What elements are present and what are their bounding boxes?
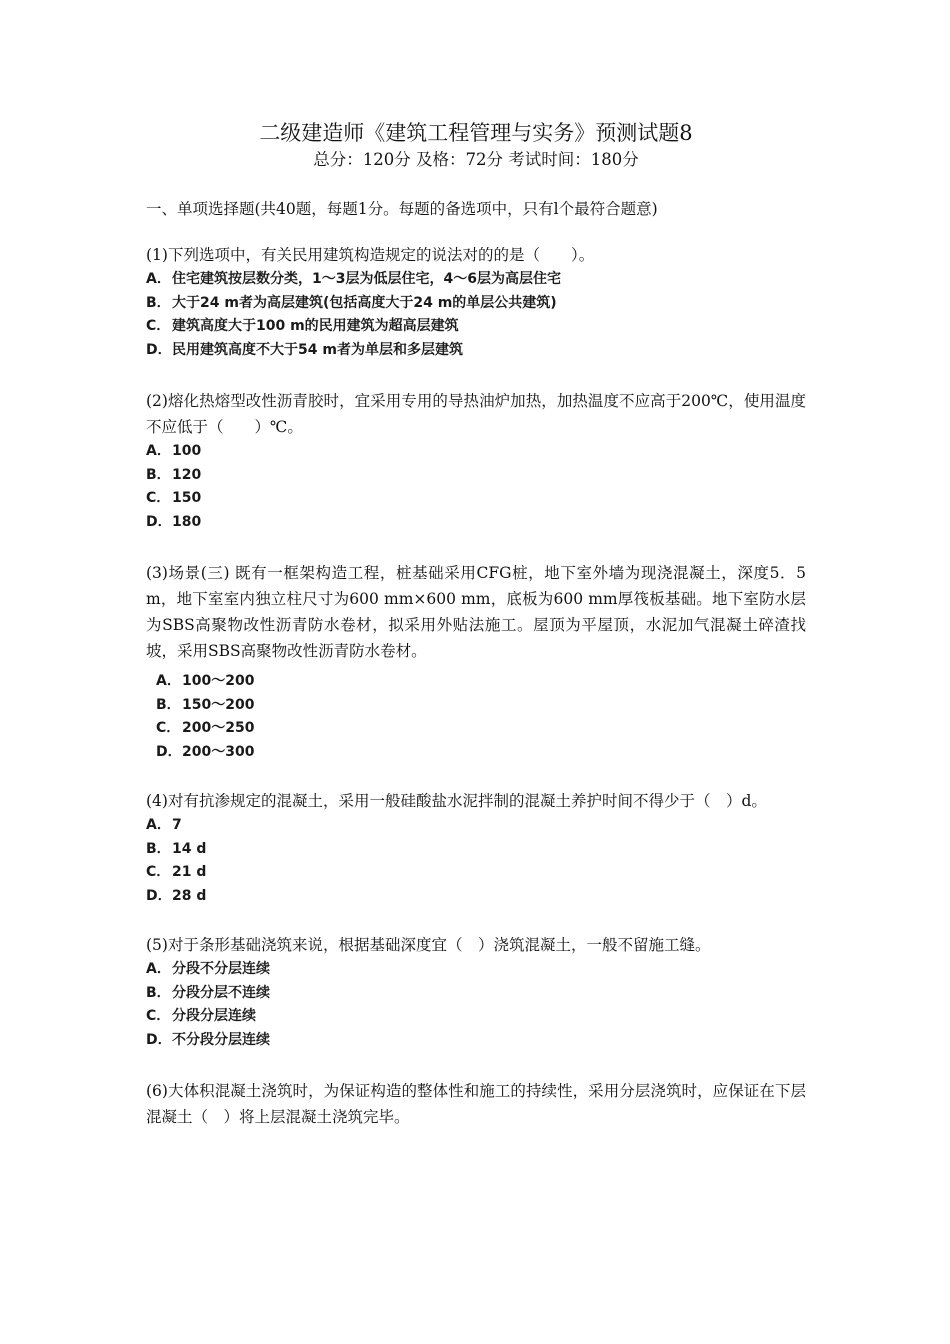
option-a[interactable]: A．住宅建筑按层数分类，1～3层为低层住宅，4～6层为高层住宅 — [146, 271, 561, 287]
option-list — [146, 440, 806, 534]
question-stem: (4)对有抗渗规定的混凝土，采用一般硅酸盐水泥拌制的混凝土养护时间不得少于（ ）d。 — [146, 792, 767, 810]
option-list — [146, 670, 806, 764]
question-6 — [146, 1078, 806, 1130]
option-d[interactable]: D．不分段分层连续 — [146, 1031, 270, 1048]
option-d[interactable]: D．28 d — [146, 887, 207, 904]
exam-info: 总分：120分 及格：72分 考试时间：180分 — [313, 150, 639, 169]
question-2 — [146, 388, 806, 534]
question-5 — [146, 932, 806, 1052]
option-b[interactable]: B．14 d — [146, 840, 207, 857]
page-title: 二级建造师《建筑工程管理与实务》预测试题8 — [259, 121, 693, 145]
option-d[interactable]: D．民用建筑高度不大于54 m者为单层和多层建筑 — [146, 341, 463, 358]
document-page — [146, 118, 806, 1130]
question-stem: (5)对于条形基础浇筑来说，根据基础深度宜（ ）浇筑混凝土，一般不留施工缝。 — [146, 936, 711, 954]
question-1 — [146, 242, 806, 362]
option-b[interactable]: B．分段分层不连续 — [146, 984, 270, 1001]
option-list — [146, 814, 806, 908]
question-stem: (6)大体积混凝土浇筑时，为保证构造的整体性和施工的持续性，采用分层浇筑时，应保证在下层混凝土（ ）将上层混凝土浇筑完毕。 — [146, 1082, 806, 1126]
question-stem: (3)场景(三) 既有一框架构造工程，桩基础采用CFG桩，地下室外墙为现浇混凝土，深度5．5 m，地下室室内独立柱尺寸为600 mm×600 mm，底板为600 mm厚筏板基础。地下室防水层为SBS高聚物改性沥青防水卷材，拟采用外贴法施工。屋顶为平屋顶，水泥加气混凝土碎渣找坡，采用SBS高聚物改性沥青防水卷材。 — [146, 564, 806, 660]
option-a[interactable]: A．7 — [146, 817, 182, 833]
option-c[interactable]: C． 200～250 — [156, 720, 255, 736]
option-a[interactable]: A．分段不分层连续 — [146, 961, 270, 977]
question-4 — [146, 788, 806, 908]
option-c[interactable]: C． 分段分层连续 — [146, 1008, 256, 1024]
option-b[interactable]: B．大于24 m者为高层建筑(包括高度大于24 m的单层公共建筑) — [146, 294, 557, 311]
section-heading: 一、单项选择题(共40题，每题1分。每题的备选项中，只有l个最符合题意) — [146, 200, 658, 218]
question-stem: (1)下列选项中，有关民用建筑构造规定的说法对的的是（ ）。 — [146, 246, 595, 264]
option-c[interactable]: C． 21 d — [146, 864, 207, 880]
question-stem: (2)熔化热熔型改性沥青胶时，宜采用专用的导热油炉加热，加热温度不应高于200℃，使用温度不应低于（ ）℃。 — [146, 392, 806, 436]
option-c[interactable]: C． 150 — [146, 490, 202, 506]
option-c[interactable]: C． 建筑高度大于100 m的民用建筑为超高层建筑 — [146, 318, 459, 334]
option-a[interactable]: A．100 — [146, 443, 202, 459]
option-a[interactable]: A．100～200 — [156, 673, 255, 689]
option-b[interactable]: B．120 — [146, 466, 202, 483]
option-b[interactable]: B．150～200 — [156, 696, 255, 713]
option-d[interactable]: D．180 — [146, 513, 202, 530]
option-d[interactable]: D．200～300 — [156, 743, 255, 760]
question-3 — [146, 560, 806, 764]
option-list — [146, 268, 806, 362]
option-list — [146, 958, 806, 1052]
